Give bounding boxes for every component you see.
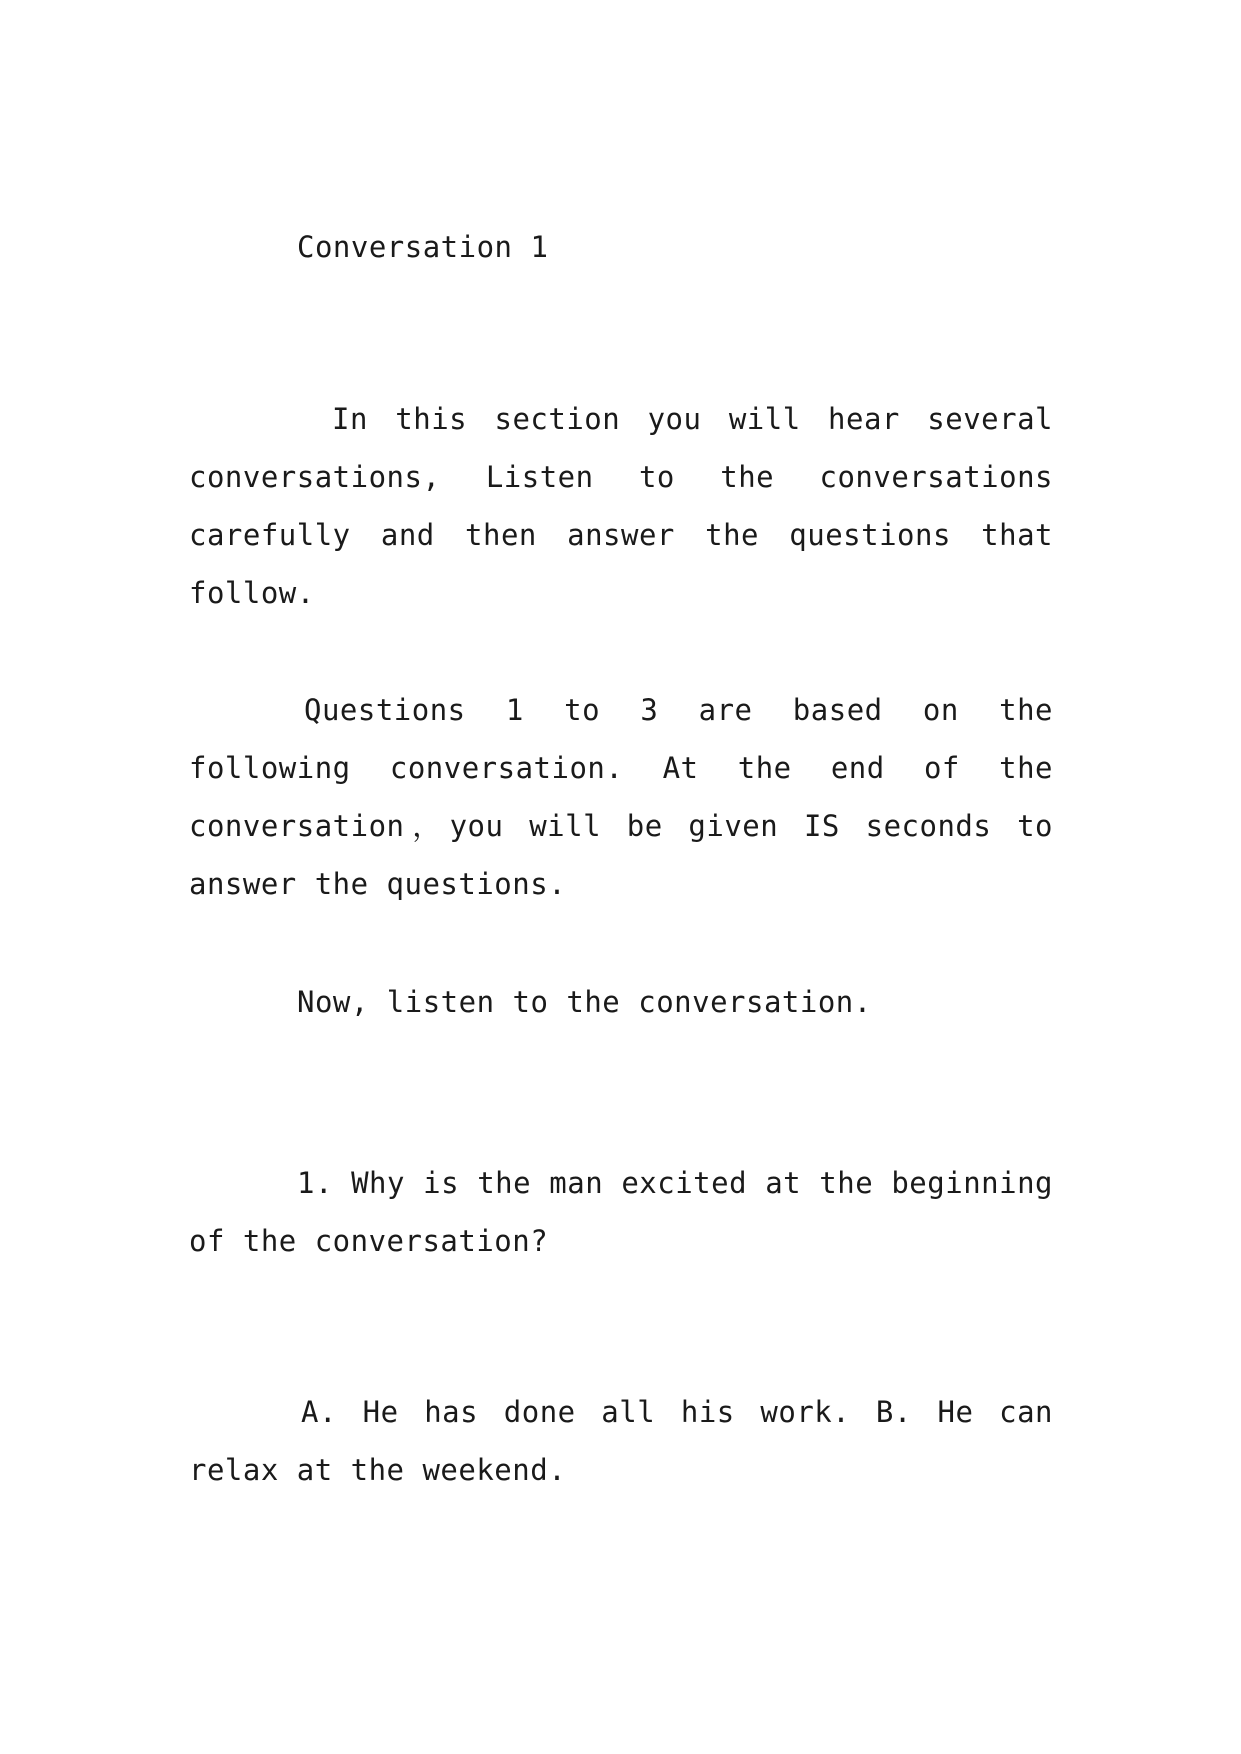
question-1: 1. Why is the man excited at the beginning of the conversation? xyxy=(189,1166,1053,1258)
questions-1-to-3-instructions: Questions 1 to 3 are based on the following conversation. At the end of the conversation，you will be given IS seconds to answer the questions. xyxy=(189,693,1053,901)
question-1-options: A. He has done all his work. B. He can relax at the weekend. xyxy=(189,1395,1053,1487)
section-instructions: In this section you will hear several conversations, Listen to the conversations carefully and then answer the questions that follow. xyxy=(189,402,1053,610)
conversation-heading: Conversation 1 xyxy=(297,230,549,264)
listen-prompt: Now, listen to the conversation. xyxy=(297,985,872,1019)
